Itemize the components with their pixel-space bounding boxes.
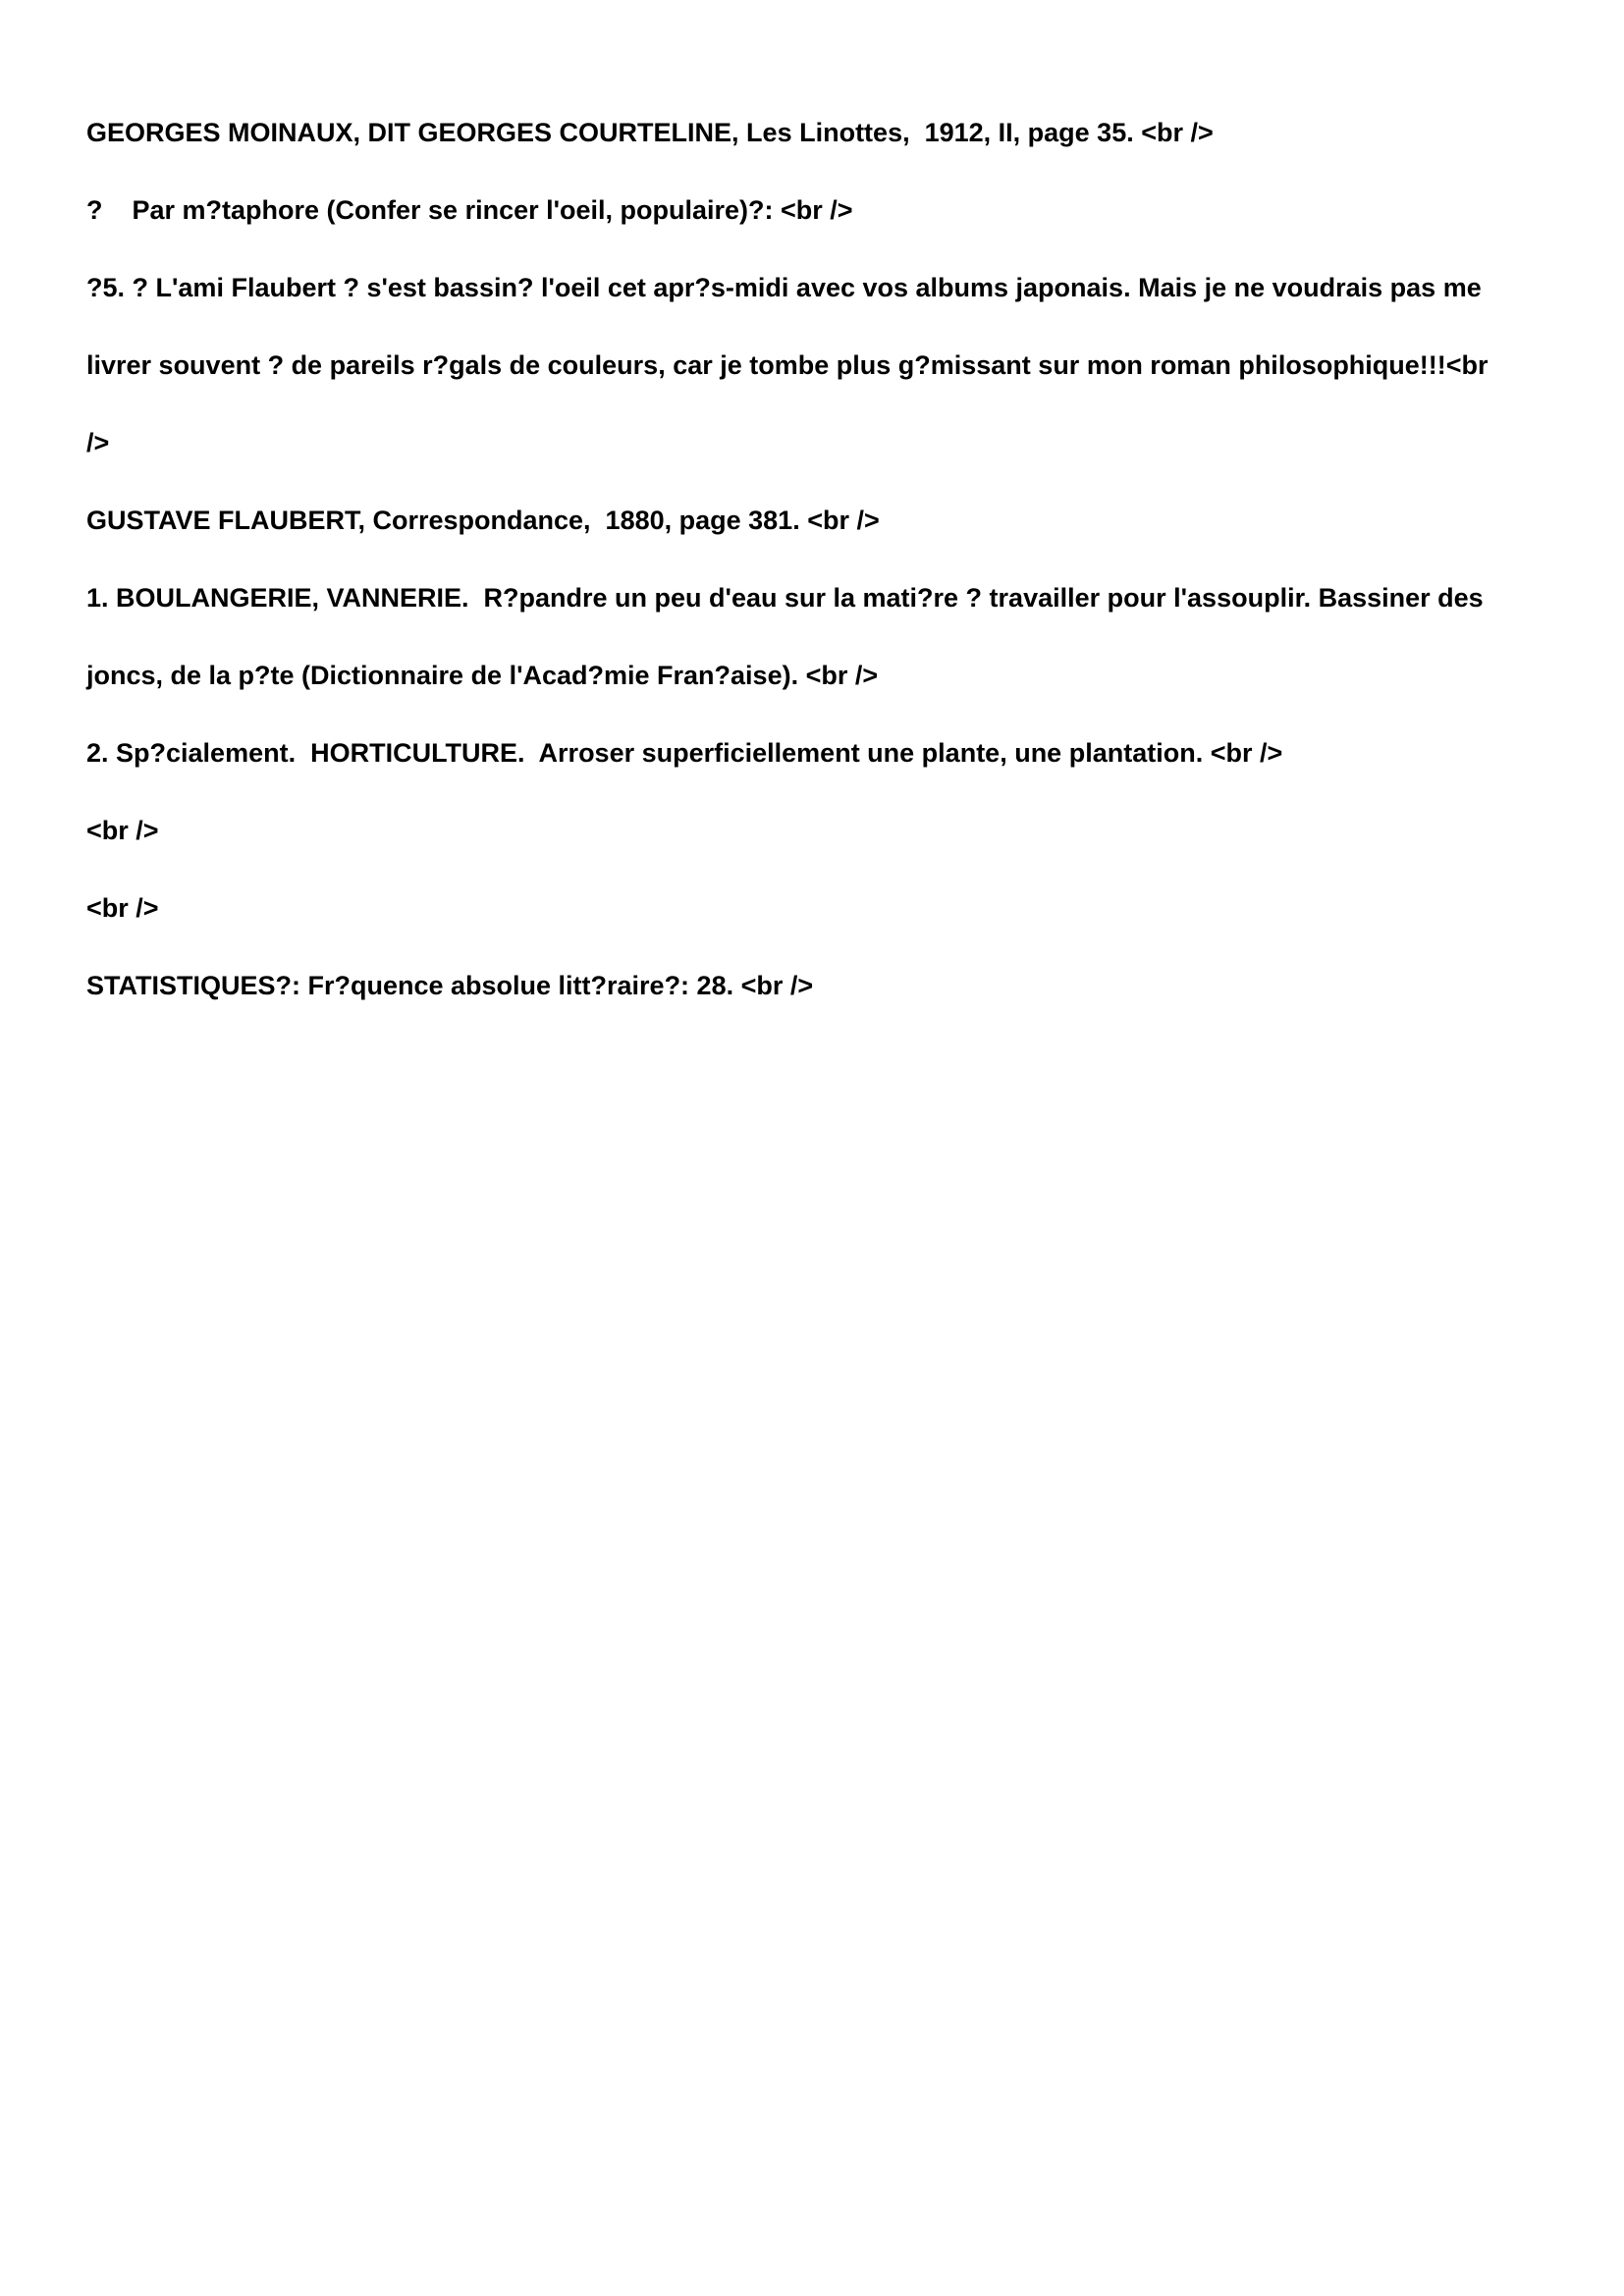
statistics: STATISTIQUES?: Fr?quence absolue litt?raire?: 28. <br /> <box>86 971 814 1000</box>
break-line-1: <br /> <box>86 816 159 845</box>
citation-courteline: GEORGES MOINAUX, DIT GEORGES COURTELINE, Les Linottes, 1912, II, page 35. <br /> <box>86 118 1214 147</box>
quote-flaubert-line-1: ?5. ? L'ami Flaubert ? s'est bassin? l'oeil cet apr?s-midi avec vos albums japonais. Mais je ne voudrais pas me <box>86 273 1482 302</box>
quote-flaubert-line-3: /> <box>86 428 110 457</box>
sense-1-line-2: joncs, de la p?te (Dictionnaire de l'Acad?mie Fran?aise). <br /> <box>86 661 879 690</box>
sense-metaphor: ? Par m?taphore (Confer se rincer l'oeil, populaire)?: <br /> <box>86 195 853 225</box>
break-line-2: <br /> <box>86 893 159 923</box>
sense-1-line-1: 1. BOULANGERIE, VANNERIE. R?pandre un peu d'eau sur la mati?re ? travailler pour l'assouplir. Bassiner des <box>86 583 1484 613</box>
document-body <box>86 94 1549 1025</box>
quote-flaubert-line-2: livrer souvent ? de pareils r?gals de couleurs, car je tombe plus g?missant sur mon roman philosophique!!!<br <box>86 350 1489 380</box>
sense-2: 2. Sp?cialement. HORTICULTURE. Arroser superficiellement une plante, une plantation. <br /> <box>86 738 1283 768</box>
citation-flaubert: GUSTAVE FLAUBERT, Correspondance, 1880, page 381. <br /> <box>86 506 880 535</box>
